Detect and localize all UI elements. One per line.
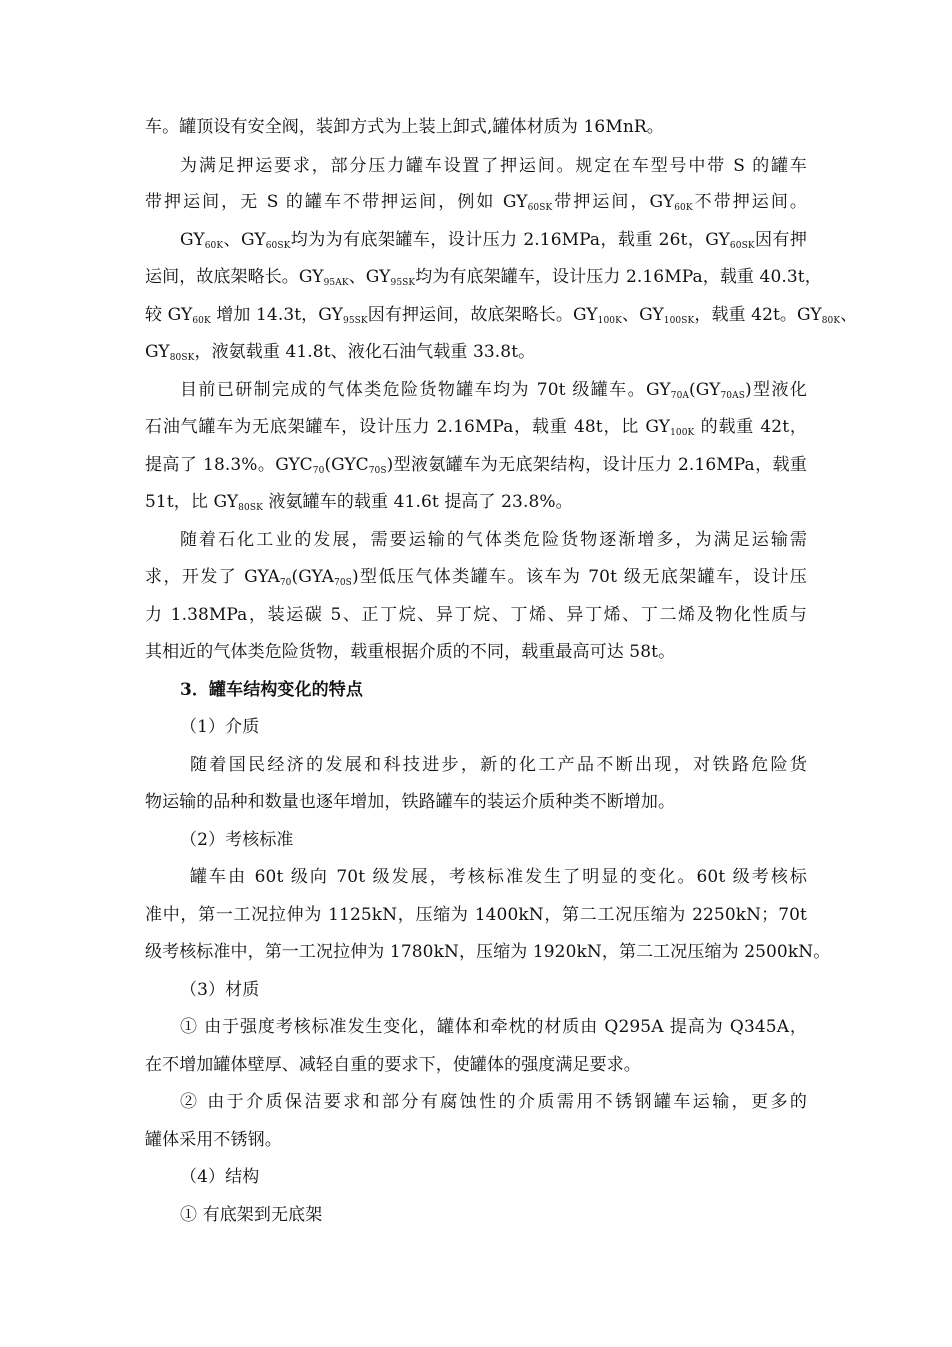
text-line: 为满足押运要求，部分压力罐车设置了押运间。规定在车型号中带 S 的罐车 (180, 156, 807, 176)
text-line: ① 有底架到无底架 (180, 1205, 323, 1225)
text-line: 石油气罐车为无底架罐车，设计压力 2.16MPa，载重 48t，比 $GY_{100K}$ 的载重 42t， (145, 417, 807, 438)
text-line: 其相近的气体类危险货物，载重根据介质的不同，载重最高可达 58t。 (145, 642, 676, 662)
text-line: $GY_{80SK}$，液氨载重 41.8t、液化石油气载重 33.8t。 (145, 342, 536, 363)
text-line: 提高了 18.3%。$GYC_{70}(GYC_{70S})$型液氨罐车为无底架结构，设计压力 2.16MPa，载重 (145, 455, 808, 476)
text-line: 罐体采用不锈钢。 (145, 1130, 282, 1150)
text-line: $GY_{60K}$、$GY_{60SK}$均为为有底架罐车，设计压力 2.16MPa，载重 26t，$GY_{60SK}$因有押 (180, 230, 807, 251)
subsection-heading: （4）结构 (180, 1167, 260, 1187)
text-line: 带押运间，无 S 的罐车不带押运间，例如 $GY_{60SK}$带押运间，$GY_{60K}$不带押运间。 (145, 192, 807, 213)
text-line: 随着国民经济的发展和科技进步，新的化工产品不断出现，对铁路危险货 (190, 755, 807, 775)
text-line: ① 由于强度考核标准发生变化，罐体和牵枕的材质由 Q295A 提高为 Q345A， (180, 1017, 807, 1037)
text-line: 随着石化工业的发展，需要运输的气体类危险货物逐渐增多，为满足运输需 (180, 530, 807, 550)
text-line: 较 $GY_{60K}$ 增加 14.3t，$GY_{95SK}$因有押运间，故底架略长。$GY_{100K}$、$GY_{100SK}$，载重 42t。$GY_{80K}$、 (145, 305, 858, 326)
text-line: 求，开发了 $GYA_{70}(GYA_{70S})$型低压气体类罐车。该车为 70t 级无底架罐车，设计压 (145, 567, 808, 588)
text-line: 目前已研制完成的气体类危险货物罐车均为 70t 级罐车。$GY_{70A}(GY_{70AS})$型液化 (180, 380, 807, 401)
subsection-heading: （2）考核标准 (180, 830, 294, 850)
text-line: 运间，故底架略长。$GY_{95AK}$、$GY_{95SK}$均为有底架罐车，设计压力 2.16MPa，载重 40.3t， (145, 267, 822, 288)
text-line: ② 由于介质保洁要求和部分有腐蚀性的介质需用不锈钢罐车运输，更多的 (180, 1092, 807, 1112)
text-line: 在不增加罐体壁厚、减轻自重的要求下，使罐体的强度满足要求。 (145, 1055, 641, 1075)
subsection-heading: （1）介质 (180, 717, 260, 737)
text-line: 级考核标准中，第一工况拉伸为 1780kN，压缩为 1920kN，第二工况压缩为 2500kN。 (145, 942, 831, 962)
text-line: 罐车由 60t 级向 70t 级发展，考核标准发生了明显的变化。60t 级考核标 (190, 867, 807, 887)
text-line: 物运输的品种和数量也逐年增加，铁路罐车的装运介质种类不断增加。 (145, 792, 676, 812)
text-line: 力 1.38MPa，装运碳 5、正丁烷、异丁烷、丁烯、异丁烯、丁二烯及物化性质与 (145, 605, 807, 625)
text-line: 51t，比 $GY_{80SK}$ 液氨罐车的载重 41.6t 提高了 23.8%。 (145, 492, 573, 513)
section-heading: 3．罐车结构变化的特点 (180, 680, 363, 700)
text-line: 准中，第一工况拉伸为 1125kN，压缩为 1400kN，第二工况压缩为 2250kN；70t (145, 905, 807, 925)
subsection-heading: （3）材质 (180, 980, 260, 1000)
text-line: 车。罐顶设有安全阀，装卸方式为上装上卸式,罐体材质为 16MnR。 (145, 117, 664, 137)
